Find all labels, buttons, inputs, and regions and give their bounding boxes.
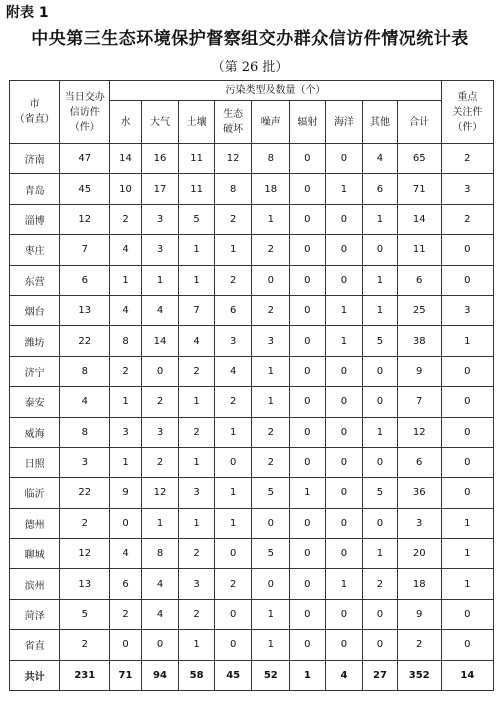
- value-cell: 0: [363, 356, 397, 386]
- city-name: 济南: [10, 144, 60, 174]
- key-cases-cell: 0: [441, 356, 493, 386]
- value-cell: 9: [397, 356, 441, 386]
- value-cell: 18: [397, 569, 441, 599]
- value-cell: 12: [214, 144, 252, 174]
- city-name: 泰安: [10, 387, 60, 417]
- key-cases-cell: 2: [441, 204, 493, 234]
- value-cell: 45: [214, 660, 252, 690]
- value-cell: 22: [60, 326, 110, 356]
- value-cell: 0: [325, 204, 363, 234]
- value-cell: 0: [363, 599, 397, 629]
- city-name: 枣庄: [10, 235, 60, 265]
- value-cell: 3: [179, 478, 215, 508]
- value-cell: 25: [397, 295, 441, 325]
- city-name: 临沂: [10, 478, 60, 508]
- value-cell: 1: [179, 447, 215, 477]
- value-cell: 3: [252, 326, 290, 356]
- table-row: [10, 630, 494, 660]
- value-cell: 2: [252, 447, 290, 477]
- value-cell: 0: [363, 447, 397, 477]
- value-cell: 0: [325, 387, 363, 417]
- value-cell: 1: [325, 326, 363, 356]
- value-cell: 1: [252, 387, 290, 417]
- value-cell: 2: [214, 387, 252, 417]
- value-cell: 4: [60, 387, 110, 417]
- value-cell: 65: [397, 144, 441, 174]
- value-cell: 0: [325, 508, 363, 538]
- value-cell: 0: [290, 174, 326, 204]
- city-name: 威海: [10, 417, 60, 447]
- key-cases-cell: 0: [441, 447, 493, 477]
- value-cell: 2: [397, 630, 441, 660]
- value-cell: 38: [397, 326, 441, 356]
- value-cell: 4: [141, 599, 179, 629]
- value-cell: 0: [214, 630, 252, 660]
- key-cases-cell: 0: [441, 599, 493, 629]
- value-cell: 17: [141, 174, 179, 204]
- table-row: [10, 387, 494, 417]
- value-cell: 2: [214, 204, 252, 234]
- value-cell: 4: [110, 235, 141, 265]
- value-cell: 0: [290, 204, 326, 234]
- value-cell: 6: [363, 174, 397, 204]
- value-cell: 13: [60, 569, 110, 599]
- value-cell: 0: [325, 144, 363, 174]
- value-cell: 11: [179, 144, 215, 174]
- table-row: [10, 539, 494, 569]
- value-cell: 52: [252, 660, 290, 690]
- table-title: 中央第三生态环境保护督察组交办群众信访件情况统计表: [31, 29, 469, 49]
- value-cell: 14: [397, 204, 441, 234]
- attachment-label: 附表 1: [6, 5, 49, 21]
- value-cell: 45: [60, 174, 110, 204]
- value-cell: 1: [179, 630, 215, 660]
- value-cell: 3: [397, 508, 441, 538]
- value-cell: 0: [290, 417, 326, 447]
- header-radiation: 辐射: [290, 101, 326, 144]
- table-row: [10, 599, 494, 629]
- value-cell: 3: [110, 417, 141, 447]
- value-cell: 1: [141, 265, 179, 295]
- value-cell: 94: [141, 660, 179, 690]
- value-cell: 0: [325, 447, 363, 477]
- value-cell: 0: [290, 295, 326, 325]
- value-cell: 20: [397, 539, 441, 569]
- value-cell: 6: [397, 265, 441, 295]
- value-cell: 0: [290, 539, 326, 569]
- value-cell: 1: [325, 295, 363, 325]
- value-cell: 4: [110, 295, 141, 325]
- table-row: [10, 174, 494, 204]
- table-row: [10, 417, 494, 447]
- value-cell: 1: [325, 174, 363, 204]
- key-cases-cell: 3: [441, 174, 493, 204]
- value-cell: 0: [325, 265, 363, 295]
- key-cases-cell: 1: [441, 539, 493, 569]
- value-cell: 4: [141, 295, 179, 325]
- key-cases-cell: 1: [441, 326, 493, 356]
- key-cases-cell: 0: [441, 417, 493, 447]
- city-name: 济宁: [10, 356, 60, 386]
- header-marine: 海洋: [325, 101, 363, 144]
- value-cell: 9: [110, 478, 141, 508]
- value-cell: 1: [325, 569, 363, 599]
- value-cell: 1: [290, 478, 326, 508]
- value-cell: 0: [141, 356, 179, 386]
- value-cell: 0: [290, 356, 326, 386]
- value-cell: 2: [110, 599, 141, 629]
- table-row: [10, 235, 494, 265]
- value-cell: 4: [141, 569, 179, 599]
- value-cell: 2: [141, 447, 179, 477]
- value-cell: 1: [214, 508, 252, 538]
- value-cell: 7: [179, 295, 215, 325]
- key-cases-cell: 14: [441, 660, 493, 690]
- table-row: [10, 508, 494, 538]
- value-cell: 1: [363, 539, 397, 569]
- value-cell: 5: [252, 478, 290, 508]
- value-cell: 58: [179, 660, 215, 690]
- value-cell: 1: [179, 508, 215, 538]
- value-cell: 8: [60, 356, 110, 386]
- key-cases-cell: 0: [441, 387, 493, 417]
- value-cell: 11: [397, 235, 441, 265]
- value-cell: 3: [60, 447, 110, 477]
- value-cell: 6: [214, 295, 252, 325]
- value-cell: 0: [363, 235, 397, 265]
- value-cell: 8: [214, 174, 252, 204]
- value-cell: 2: [252, 417, 290, 447]
- value-cell: 1: [110, 265, 141, 295]
- value-cell: 0: [290, 630, 326, 660]
- value-cell: 0: [214, 539, 252, 569]
- value-cell: 1: [141, 508, 179, 538]
- value-cell: 1: [214, 417, 252, 447]
- value-cell: 5: [363, 478, 397, 508]
- value-cell: 0: [110, 630, 141, 660]
- city-name: 德州: [10, 508, 60, 538]
- value-cell: 1: [252, 630, 290, 660]
- header-subtotal: 合计: [397, 101, 441, 144]
- value-cell: 0: [110, 508, 141, 538]
- value-cell: 1: [363, 295, 397, 325]
- header-soil: 土壤: [179, 101, 215, 144]
- value-cell: 8: [60, 417, 110, 447]
- value-cell: 1: [214, 235, 252, 265]
- value-cell: 1: [252, 356, 290, 386]
- value-cell: 0: [363, 387, 397, 417]
- value-cell: 5: [363, 326, 397, 356]
- value-cell: 0: [325, 539, 363, 569]
- value-cell: 0: [290, 326, 326, 356]
- value-cell: 7: [60, 235, 110, 265]
- value-cell: 5: [179, 204, 215, 234]
- city-name: 聊城: [10, 539, 60, 569]
- city-name: 滨州: [10, 569, 60, 599]
- key-cases-cell: 3: [441, 295, 493, 325]
- value-cell: 2: [179, 417, 215, 447]
- key-cases-cell: 0: [441, 265, 493, 295]
- value-cell: 0: [141, 630, 179, 660]
- table-row: [10, 295, 494, 325]
- value-cell: 0: [325, 356, 363, 386]
- city-name: 烟台: [10, 295, 60, 325]
- value-cell: 2: [214, 569, 252, 599]
- value-cell: 2: [252, 295, 290, 325]
- city-name: 潍坊: [10, 326, 60, 356]
- total-row: [10, 660, 494, 690]
- value-cell: 14: [141, 326, 179, 356]
- value-cell: 0: [325, 417, 363, 447]
- value-cell: 7: [397, 387, 441, 417]
- header-water: 水: [110, 101, 141, 144]
- city-name: 淄博: [10, 204, 60, 234]
- value-cell: 47: [60, 144, 110, 174]
- statistics-table: [9, 80, 494, 691]
- value-cell: 352: [397, 660, 441, 690]
- value-cell: 0: [252, 569, 290, 599]
- value-cell: 2: [179, 539, 215, 569]
- value-cell: 1: [363, 417, 397, 447]
- value-cell: 0: [325, 599, 363, 629]
- value-cell: 0: [252, 508, 290, 538]
- value-cell: 16: [141, 144, 179, 174]
- value-cell: 0: [214, 599, 252, 629]
- value-cell: 2: [179, 599, 215, 629]
- value-cell: 0: [325, 630, 363, 660]
- value-cell: 231: [60, 660, 110, 690]
- value-cell: 1: [363, 204, 397, 234]
- table-row: [10, 204, 494, 234]
- value-cell: 11: [179, 174, 215, 204]
- value-cell: 0: [290, 235, 326, 265]
- header-noise: 噪声: [252, 101, 290, 144]
- value-cell: 1: [179, 387, 215, 417]
- key-cases-cell: 2: [441, 144, 493, 174]
- table-row: [10, 144, 494, 174]
- city-name: 东营: [10, 265, 60, 295]
- value-cell: 0: [363, 508, 397, 538]
- value-cell: 22: [60, 478, 110, 508]
- value-cell: 0: [252, 265, 290, 295]
- city-name: 省直: [10, 630, 60, 660]
- header-daily-cases: 当日交办 信访件 （件）: [60, 81, 110, 144]
- key-cases-cell: 1: [441, 569, 493, 599]
- value-cell: 4: [214, 356, 252, 386]
- key-cases-cell: 0: [441, 235, 493, 265]
- value-cell: 4: [179, 326, 215, 356]
- value-cell: 6: [60, 265, 110, 295]
- value-cell: 2: [110, 204, 141, 234]
- key-cases-cell: 1: [441, 508, 493, 538]
- value-cell: 18: [252, 174, 290, 204]
- value-cell: 36: [397, 478, 441, 508]
- value-cell: 0: [290, 569, 326, 599]
- value-cell: 2: [60, 508, 110, 538]
- value-cell: 71: [110, 660, 141, 690]
- value-cell: 5: [252, 539, 290, 569]
- value-cell: 0: [290, 265, 326, 295]
- value-cell: 1: [363, 265, 397, 295]
- table-body: [10, 144, 494, 691]
- value-cell: 2: [60, 630, 110, 660]
- header-ecological-damage: 生态 破坏: [214, 101, 252, 144]
- header-key-cases: 重点 关注件 （件）: [441, 81, 493, 144]
- value-cell: 4: [363, 144, 397, 174]
- value-cell: 0: [290, 387, 326, 417]
- value-cell: 8: [141, 539, 179, 569]
- value-cell: 4: [325, 660, 363, 690]
- value-cell: 14: [110, 144, 141, 174]
- value-cell: 2: [141, 387, 179, 417]
- value-cell: 2: [252, 235, 290, 265]
- table-row: [10, 326, 494, 356]
- value-cell: 3: [141, 235, 179, 265]
- value-cell: 8: [110, 326, 141, 356]
- value-cell: 0: [290, 508, 326, 538]
- value-cell: 12: [141, 478, 179, 508]
- value-cell: 5: [60, 599, 110, 629]
- value-cell: 71: [397, 174, 441, 204]
- value-cell: 2: [214, 265, 252, 295]
- city-name: 共计: [10, 660, 60, 690]
- value-cell: 12: [397, 417, 441, 447]
- value-cell: 3: [214, 326, 252, 356]
- value-cell: 1: [110, 447, 141, 477]
- value-cell: 2: [110, 356, 141, 386]
- table-row: [10, 356, 494, 386]
- value-cell: 1: [110, 387, 141, 417]
- header-air: 大气: [141, 101, 179, 144]
- header-other: 其他: [363, 101, 397, 144]
- value-cell: 0: [363, 630, 397, 660]
- value-cell: 12: [60, 539, 110, 569]
- key-cases-cell: 0: [441, 478, 493, 508]
- header-pollution-types: 污染类型及数量（个）: [110, 81, 441, 101]
- value-cell: 6: [110, 569, 141, 599]
- header-city: 市 （省直）: [10, 81, 60, 144]
- city-name: 日照: [10, 447, 60, 477]
- value-cell: 10: [110, 174, 141, 204]
- value-cell: 1: [252, 599, 290, 629]
- value-cell: 8: [252, 144, 290, 174]
- city-name: 青岛: [10, 174, 60, 204]
- value-cell: 2: [363, 569, 397, 599]
- value-cell: 4: [110, 539, 141, 569]
- value-cell: 0: [290, 144, 326, 174]
- value-cell: 3: [141, 417, 179, 447]
- table-row: [10, 447, 494, 477]
- value-cell: 1: [252, 204, 290, 234]
- table-row: [10, 478, 494, 508]
- value-cell: 1: [290, 660, 326, 690]
- value-cell: 9: [397, 599, 441, 629]
- value-cell: 2: [179, 356, 215, 386]
- batch-number: （第 26 批）: [211, 60, 289, 75]
- value-cell: 13: [60, 295, 110, 325]
- value-cell: 12: [60, 204, 110, 234]
- table-row: [10, 569, 494, 599]
- value-cell: 0: [325, 235, 363, 265]
- value-cell: 3: [179, 569, 215, 599]
- value-cell: 0: [290, 599, 326, 629]
- value-cell: 1: [214, 478, 252, 508]
- value-cell: 6: [397, 447, 441, 477]
- value-cell: 0: [214, 447, 252, 477]
- key-cases-cell: 0: [441, 630, 493, 660]
- table-row: [10, 265, 494, 295]
- value-cell: 1: [179, 235, 215, 265]
- value-cell: 27: [363, 660, 397, 690]
- city-name: 菏泽: [10, 599, 60, 629]
- value-cell: 0: [290, 447, 326, 477]
- value-cell: 0: [325, 478, 363, 508]
- value-cell: 3: [141, 204, 179, 234]
- value-cell: 1: [179, 265, 215, 295]
